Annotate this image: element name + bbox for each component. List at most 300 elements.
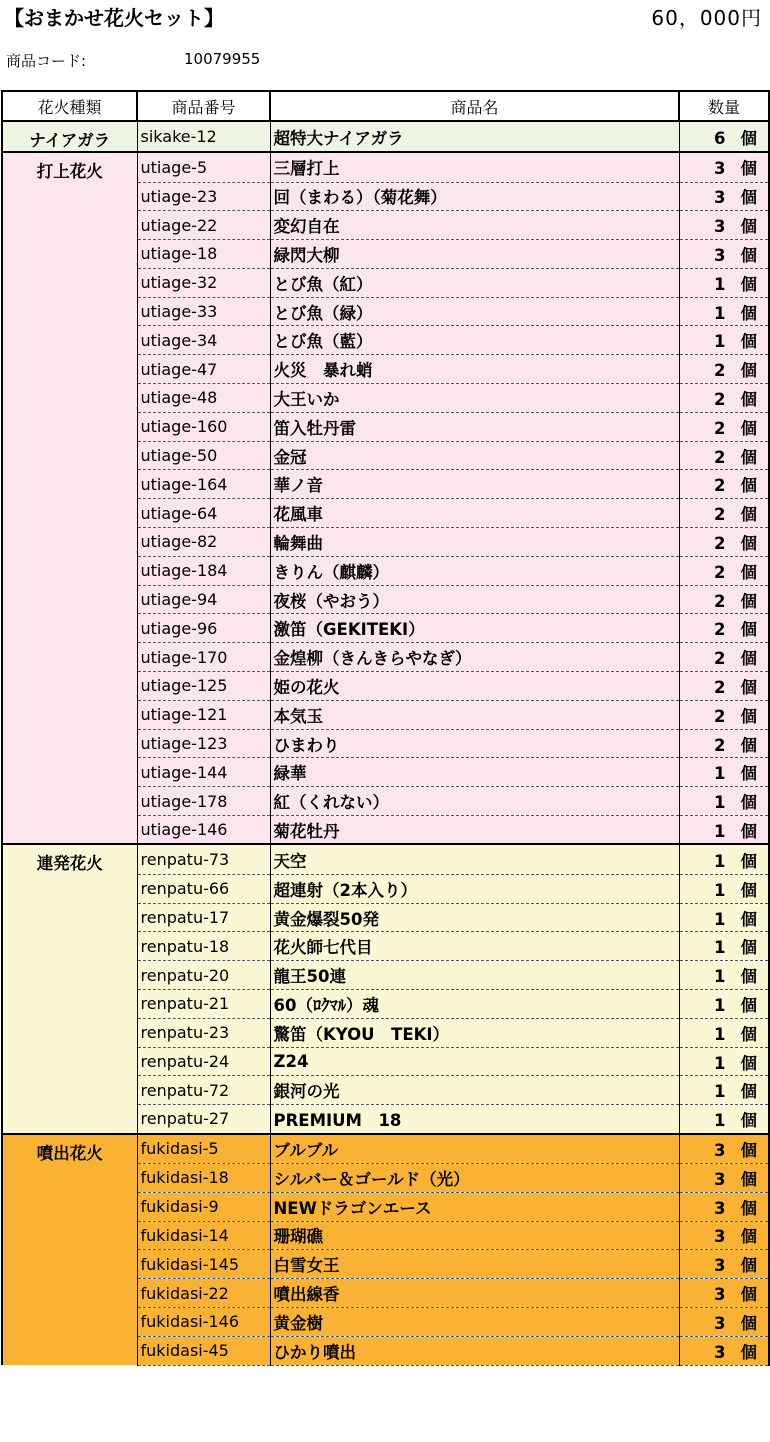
category-cell [2, 787, 137, 816]
product-code-cell: utiage-34 [137, 326, 270, 355]
category-cell [2, 268, 137, 297]
quantity-unit: 個 [740, 591, 758, 611]
quantity-unit: 個 [740, 332, 758, 352]
category-cell [2, 1307, 137, 1336]
product-code-cell: renpatu-17 [137, 903, 270, 932]
table-row [2, 182, 769, 211]
product-name-cell: 変幻自在 [270, 211, 679, 240]
quantity-unit: 個 [740, 303, 758, 323]
quantity-cell [679, 585, 769, 614]
category-cell [2, 672, 137, 701]
quantity-value: 1 [714, 821, 727, 841]
quantity-unit: 個 [740, 793, 758, 813]
table-row [2, 211, 769, 240]
quantity-unit: 個 [740, 620, 758, 640]
quantity-value: 3 [714, 1227, 727, 1247]
quantity-value: 3 [714, 159, 727, 179]
product-name-cell: シルバー＆ゴールド（光） [270, 1164, 679, 1193]
category-cell [2, 182, 137, 211]
product-code-cell: utiage-184 [137, 556, 270, 585]
quantity-unit: 個 [740, 159, 758, 179]
column-header-qty: 数量 [679, 91, 769, 121]
quantity-value: 1 [714, 851, 727, 871]
product-name-cell: 噴出線香 [270, 1279, 679, 1308]
quantity-value: 2 [714, 533, 727, 553]
product-code-cell: renpatu-18 [137, 932, 270, 961]
quantity-cell [679, 384, 769, 413]
quantity-value: 2 [714, 361, 727, 381]
table-row [2, 499, 769, 528]
quantity-value: 3 [714, 1256, 727, 1276]
product-code-cell: utiage-96 [137, 614, 270, 643]
product-name-cell: 金冠 [270, 441, 679, 470]
category-cell [2, 297, 137, 326]
quantity-unit: 個 [740, 851, 758, 871]
product-name-cell: 姫の花火 [270, 672, 679, 701]
quantity-cell [679, 355, 769, 384]
product-name-cell: 笛入牡丹雷 [270, 412, 679, 441]
product-name-cell: 銀河の光 [270, 1076, 679, 1105]
product-name-cell: ブルブル [270, 1134, 679, 1164]
quantity-unit: 個 [740, 735, 758, 755]
category-cell [2, 874, 137, 903]
category-cell [2, 240, 137, 269]
table-header-row [2, 91, 769, 121]
product-code-cell: utiage-123 [137, 729, 270, 758]
product-code-cell: utiage-146 [137, 816, 270, 845]
table-row [2, 556, 769, 585]
category-cell [2, 556, 137, 585]
quantity-cell [679, 614, 769, 643]
quantity-unit: 個 [740, 1169, 758, 1189]
quantity-unit: 個 [740, 188, 758, 208]
category-cell [2, 384, 137, 413]
quantity-value: 3 [714, 1285, 727, 1305]
product-name-cell: 華ノ音 [270, 470, 679, 499]
product-name-cell: 珊瑚礁 [270, 1221, 679, 1250]
quantity-cell [679, 1018, 769, 1047]
product-title: 【おまかせ花火セット】 [4, 6, 224, 30]
product-code-cell: utiage-125 [137, 672, 270, 701]
product-code-label: 商品コード: [6, 52, 87, 70]
quantity-cell [679, 758, 769, 787]
quantity-unit: 個 [740, 995, 758, 1015]
category-cell [2, 816, 137, 845]
table-row [2, 268, 769, 297]
table-row [2, 874, 769, 903]
product-name-cell: 超特大ナイアガラ [270, 121, 679, 152]
quantity-value: 1 [714, 909, 727, 929]
quantity-unit: 個 [740, 880, 758, 900]
category-cell [2, 1164, 137, 1193]
product-code-cell: renpatu-24 [137, 1047, 270, 1076]
product-name-cell: 紅（くれない） [270, 787, 679, 816]
product-name-cell: 花風車 [270, 499, 679, 528]
quantity-unit: 個 [740, 1024, 758, 1044]
product-name-cell: 激笛（GEKITEKI） [270, 614, 679, 643]
quantity-unit: 個 [740, 649, 758, 669]
quantity-unit: 個 [740, 1342, 758, 1362]
quantity-cell [679, 470, 769, 499]
category-cell [2, 211, 137, 240]
table-row [2, 1076, 769, 1105]
quantity-cell [679, 499, 769, 528]
product-name-cell: 黄金爆裂50発 [270, 903, 679, 932]
product-code-cell: utiage-48 [137, 384, 270, 413]
quantity-value: 2 [714, 505, 727, 525]
product-code-cell: utiage-18 [137, 240, 270, 269]
quantity-cell [679, 1105, 769, 1134]
quantity-cell [679, 874, 769, 903]
product-code-cell: fukidasi-9 [137, 1192, 270, 1221]
quantity-cell [679, 240, 769, 269]
table-row [2, 412, 769, 441]
product-name-cell: 白雪女王 [270, 1250, 679, 1279]
table-row [2, 326, 769, 355]
product-code-cell: utiage-160 [137, 412, 270, 441]
table-row [2, 1164, 769, 1193]
table-row [2, 1134, 769, 1164]
quantity-value: 2 [714, 677, 727, 697]
quantity-value: 3 [714, 1140, 727, 1160]
product-code-cell: utiage-50 [137, 441, 270, 470]
product-name-cell: 超連射（2本入り） [270, 874, 679, 903]
quantity-unit: 個 [740, 821, 758, 841]
quantity-unit: 個 [740, 217, 758, 237]
product-name-cell: 菊花牡丹 [270, 816, 679, 845]
table-row [2, 1279, 769, 1308]
category-cell [2, 470, 137, 499]
quantity-unit: 個 [740, 361, 758, 381]
table-row [2, 903, 769, 932]
quantity-value: 1 [714, 332, 727, 352]
product-name-cell: 回（まわる）（菊花舞） [270, 182, 679, 211]
table-row [2, 1018, 769, 1047]
category-cell [2, 990, 137, 1019]
product-code-cell: utiage-144 [137, 758, 270, 787]
quantity-value: 2 [714, 735, 727, 755]
product-code-cell: renpatu-72 [137, 1076, 270, 1105]
quantity-value: 1 [714, 1024, 727, 1044]
quantity-value: 1 [714, 880, 727, 900]
category-cell [2, 758, 137, 787]
category-cell [2, 1047, 137, 1076]
category-cell [2, 700, 137, 729]
quantity-cell [679, 1279, 769, 1308]
quantity-unit: 個 [740, 447, 758, 467]
fireworks-set-table [1, 90, 770, 1366]
product-name-cell: Z24 [270, 1047, 679, 1076]
product-code-cell: utiage-121 [137, 700, 270, 729]
quantity-unit: 個 [740, 1082, 758, 1102]
column-header-name: 商品名 [270, 91, 679, 121]
quantity-value: 3 [714, 1198, 727, 1218]
table-row [2, 355, 769, 384]
category-cell [2, 1221, 137, 1250]
product-code-cell: renpatu-20 [137, 961, 270, 990]
table-body [2, 121, 769, 1365]
product-code-cell: fukidasi-145 [137, 1250, 270, 1279]
product-name-cell: ひまわり [270, 729, 679, 758]
product-name-cell: 天空 [270, 844, 679, 874]
product-code-cell: renpatu-66 [137, 874, 270, 903]
category-cell [2, 1018, 137, 1047]
quantity-value: 1 [714, 995, 727, 1015]
category-cell: 噴出花火 [2, 1134, 137, 1164]
quantity-cell [679, 1250, 769, 1279]
quantity-unit: 個 [740, 909, 758, 929]
quantity-unit: 個 [740, 1110, 758, 1130]
quantity-value: 1 [714, 793, 727, 813]
column-header-code: 商品番号 [137, 91, 270, 121]
quantity-cell [679, 932, 769, 961]
quantity-value: 2 [714, 476, 727, 496]
product-name-cell: 大王いか [270, 384, 679, 413]
quantity-cell [679, 121, 769, 152]
quantity-value: 3 [714, 1342, 727, 1362]
table-row [2, 240, 769, 269]
table-row [2, 1336, 769, 1365]
quantity-unit: 個 [740, 1313, 758, 1333]
quantity-value: 1 [714, 1082, 727, 1102]
product-name-cell: 龍王50連 [270, 961, 679, 990]
quantity-cell [679, 1336, 769, 1365]
quantity-unit: 個 [740, 245, 758, 265]
product-name-cell: 火災 暴れ蛸 [270, 355, 679, 384]
product-code-cell: fukidasi-146 [137, 1307, 270, 1336]
quantity-value: 2 [714, 447, 727, 467]
table-row [2, 844, 769, 874]
quantity-unit: 個 [740, 938, 758, 958]
quantity-cell [679, 729, 769, 758]
quantity-value: 1 [714, 303, 727, 323]
product-code-cell: utiage-170 [137, 643, 270, 672]
table-row [2, 384, 769, 413]
quantity-value: 2 [714, 562, 727, 582]
quantity-unit: 個 [740, 418, 758, 438]
table-row [2, 1307, 769, 1336]
quantity-unit: 個 [740, 128, 758, 148]
category-cell [2, 903, 137, 932]
quantity-cell [679, 903, 769, 932]
product-code-cell: sikake-12 [137, 121, 270, 152]
quantity-value: 2 [714, 620, 727, 640]
product-name-cell: 驚笛（KYOU TEKI） [270, 1018, 679, 1047]
product-name-cell: 本気玉 [270, 700, 679, 729]
category-cell [2, 1076, 137, 1105]
quantity-cell [679, 1307, 769, 1336]
quantity-value: 2 [714, 591, 727, 611]
category-cell [2, 643, 137, 672]
quantity-cell [679, 1076, 769, 1105]
quantity-value: 2 [714, 418, 727, 438]
table-row [2, 585, 769, 614]
table-row [2, 758, 769, 787]
quantity-cell [679, 1221, 769, 1250]
table-row [2, 614, 769, 643]
quantity-cell [679, 990, 769, 1019]
product-code-cell: renpatu-21 [137, 990, 270, 1019]
quantity-cell [679, 672, 769, 701]
category-cell: 打上花火 [2, 152, 137, 182]
table-row [2, 700, 769, 729]
quantity-cell [679, 844, 769, 874]
product-name-cell: とび魚（紅） [270, 268, 679, 297]
quantity-cell [679, 152, 769, 182]
product-code-cell: utiage-33 [137, 297, 270, 326]
category-cell [2, 932, 137, 961]
category-cell [2, 326, 137, 355]
table-row [2, 470, 769, 499]
product-code-cell: fukidasi-22 [137, 1279, 270, 1308]
category-cell: ナイアガラ [2, 121, 137, 152]
quantity-cell [679, 787, 769, 816]
quantity-cell [679, 412, 769, 441]
product-name-cell: NEWドラゴンエース [270, 1192, 679, 1221]
table-row [2, 932, 769, 961]
table-row [2, 1047, 769, 1076]
quantity-value: 2 [714, 706, 727, 726]
quantity-unit: 個 [740, 677, 758, 697]
table-row [2, 1221, 769, 1250]
product-code-cell: utiage-94 [137, 585, 270, 614]
table-row [2, 729, 769, 758]
table-row [2, 1250, 769, 1279]
table-row [2, 816, 769, 845]
table-row [2, 152, 769, 182]
quantity-unit: 個 [740, 764, 758, 784]
quantity-unit: 個 [740, 1198, 758, 1218]
product-name-cell: とび魚（緑） [270, 297, 679, 326]
table-row [2, 528, 769, 557]
quantity-value: 1 [714, 938, 727, 958]
quantity-unit: 個 [740, 1053, 758, 1073]
category-cell [2, 412, 137, 441]
product-code-cell: renpatu-73 [137, 844, 270, 874]
product-name-cell: 緑華 [270, 758, 679, 787]
product-name-cell: 花火師七代目 [270, 932, 679, 961]
quantity-unit: 個 [740, 1285, 758, 1305]
quantity-value: 3 [714, 245, 727, 265]
product-name-cell: 60（ﾛｸﾏﾙ）魂 [270, 990, 679, 1019]
product-code-cell: renpatu-23 [137, 1018, 270, 1047]
quantity-unit: 個 [740, 476, 758, 496]
quantity-unit: 個 [740, 1227, 758, 1247]
quantity-unit: 個 [740, 274, 758, 294]
product-price: 60，000円 [651, 6, 762, 30]
table-row [2, 1105, 769, 1134]
quantity-cell [679, 556, 769, 585]
quantity-cell [679, 643, 769, 672]
quantity-value: 3 [714, 1169, 727, 1189]
quantity-value: 3 [714, 1313, 727, 1333]
category-cell [2, 1336, 137, 1365]
category-cell [2, 441, 137, 470]
table-row [2, 643, 769, 672]
table-row [2, 441, 769, 470]
table-row [2, 787, 769, 816]
quantity-unit: 個 [740, 967, 758, 987]
product-code-cell: utiage-164 [137, 470, 270, 499]
category-cell [2, 1192, 137, 1221]
quantity-cell [679, 1164, 769, 1193]
category-cell [2, 355, 137, 384]
product-code-cell: utiage-47 [137, 355, 270, 384]
quantity-value: 2 [714, 649, 727, 669]
product-code-cell: utiage-5 [137, 152, 270, 182]
product-code-cell: fukidasi-18 [137, 1164, 270, 1193]
category-cell [2, 1279, 137, 1308]
quantity-cell [679, 816, 769, 845]
product-code-cell: utiage-64 [137, 499, 270, 528]
quantity-cell [679, 268, 769, 297]
category-cell [2, 1105, 137, 1134]
table-row [2, 672, 769, 701]
category-cell: 連発花火 [2, 844, 137, 874]
product-code-cell: fukidasi-5 [137, 1134, 270, 1164]
product-code-cell: renpatu-27 [137, 1105, 270, 1134]
table-row [2, 121, 769, 152]
table-row [2, 990, 769, 1019]
quantity-unit: 個 [740, 1140, 758, 1160]
category-cell [2, 585, 137, 614]
quantity-unit: 個 [740, 1256, 758, 1276]
product-name-cell: PREMIUM 18 [270, 1105, 679, 1134]
quantity-value: 2 [714, 389, 727, 409]
product-name-cell: 緑閃大柳 [270, 240, 679, 269]
quantity-value: 1 [714, 1053, 727, 1073]
quantity-unit: 個 [740, 533, 758, 553]
product-name-cell: 夜桜（やおう） [270, 585, 679, 614]
product-code-cell: utiage-32 [137, 268, 270, 297]
product-name-cell: 金煌柳（きんきらやなぎ） [270, 643, 679, 672]
product-name-cell: ひかり噴出 [270, 1336, 679, 1365]
table-row [2, 1192, 769, 1221]
product-name-cell: きりん（麒麟） [270, 556, 679, 585]
quantity-value: 6 [714, 128, 727, 148]
product-code-cell: utiage-22 [137, 211, 270, 240]
category-cell [2, 528, 137, 557]
quantity-value: 3 [714, 217, 727, 237]
product-code-value: 10079955 [184, 50, 261, 68]
quantity-unit: 個 [740, 706, 758, 726]
category-cell [2, 729, 137, 758]
table-row [2, 297, 769, 326]
product-code-cell: utiage-82 [137, 528, 270, 557]
quantity-cell [679, 961, 769, 990]
category-cell [2, 614, 137, 643]
quantity-cell [679, 326, 769, 355]
product-code-cell: utiage-178 [137, 787, 270, 816]
quantity-value: 1 [714, 764, 727, 784]
product-code-cell: utiage-23 [137, 182, 270, 211]
product-name-cell: とび魚（藍） [270, 326, 679, 355]
category-cell [2, 961, 137, 990]
quantity-cell [679, 1134, 769, 1164]
category-cell [2, 1250, 137, 1279]
quantity-unit: 個 [740, 505, 758, 525]
product-code-cell: fukidasi-14 [137, 1221, 270, 1250]
category-cell [2, 499, 137, 528]
quantity-value: 1 [714, 274, 727, 294]
quantity-unit: 個 [740, 389, 758, 409]
quantity-cell [679, 297, 769, 326]
quantity-unit: 個 [740, 562, 758, 582]
quantity-cell [679, 211, 769, 240]
product-name-cell: 黄金樹 [270, 1307, 679, 1336]
quantity-cell [679, 182, 769, 211]
quantity-value: 3 [714, 188, 727, 208]
